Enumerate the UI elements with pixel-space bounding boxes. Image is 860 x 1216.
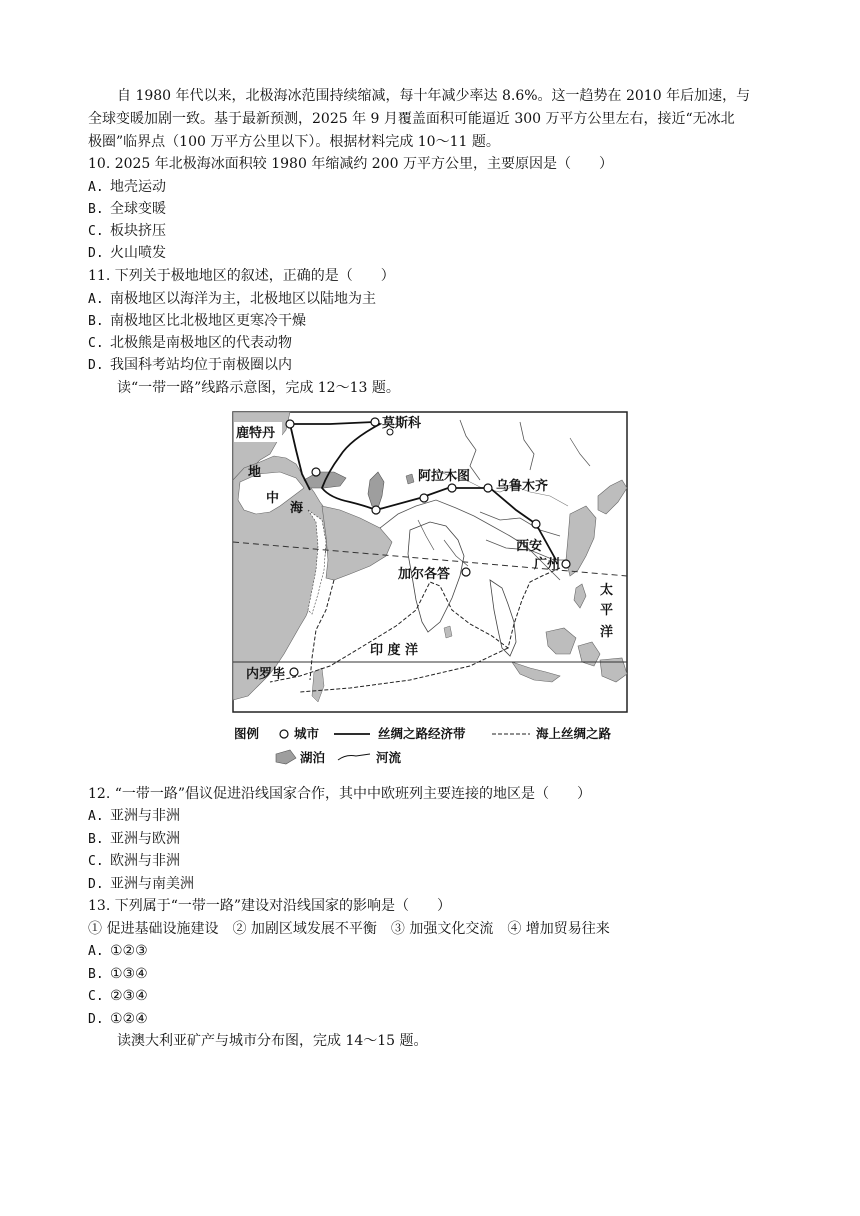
option-text: 地壳运动 [110,179,166,195]
option-text: 我国科考站均位于南极圈以内 [110,357,292,373]
option-text: 亚洲与欧洲 [110,831,180,847]
q13-option-c[interactable] [88,986,148,1007]
q10-option-c[interactable] [88,221,166,242]
q13-items: ① 促进基础设施建设 ② 加剧区域发展不平衡 ③ 加强文化交流 ④ 增加贸易往来 [88,921,610,937]
option-text: ②③④ [110,988,148,1004]
city-urumqi-marker [484,484,492,492]
legend-maritime-silk-road: 海上丝绸之路 [536,726,612,741]
q13-option-d[interactable] [88,1009,148,1030]
option-label: A. [88,944,104,959]
q11-option-d[interactable] [88,355,292,376]
option-label: C. [88,854,104,869]
label-di: 地 [248,465,262,480]
option-label: B. [88,314,104,329]
label-kolkata: 加尔各答 [398,567,451,582]
option-text: ①②④ [110,1011,148,1027]
label-ping: 平 [600,603,614,618]
q11-option-c[interactable] [88,333,292,354]
q10-option-a[interactable] [88,177,166,198]
q12-option-b[interactable] [88,829,180,850]
option-text: 板块挤压 [110,223,166,239]
option-label: D. [88,246,104,261]
q13-stem: 13. 下列属于“一带一路”建设对沿线国家的影响是（ ） [88,898,452,914]
city-nairobi-marker [290,668,298,676]
intro-line-1: 自 1980 年代以来，北极海冰范围持续缩减，每十年减少率达 8.6%。这一趋势在 2010 年后加速，与 [117,88,751,104]
option-label: D. [88,1012,104,1027]
option-label: B. [88,832,104,847]
legend-lake-swatch [276,750,296,764]
city-tehran-marker [372,506,380,514]
legend-silk-road-belt: 丝绸之路经济带 [378,726,466,741]
intro-line-3: 极圈”临界点（100 万平方公里以下）。根据材料完成 10～11 题。 [88,134,500,150]
legend-city: 城市 [294,726,320,741]
option-label: A. [88,809,104,824]
legend-lake: 湖泊 [300,750,326,765]
label-nairobi: 内罗毕 [246,667,286,682]
label-guangzhou: 广州 [534,557,561,572]
q12-option-a[interactable] [88,806,180,827]
q10-stem: 10. 2025 年北极海冰面积较 1980 年缩减约 200 万平方公里，主要原因是（ ） [88,156,613,172]
city-xian-marker [532,520,540,528]
legend-city-marker [280,730,288,738]
legend-river: 河流 [376,750,402,765]
q11-stem: 11. 下列关于极地地区的叙述，正确的是（ ） [88,268,395,284]
q11-option-a[interactable] [88,289,376,310]
label-tai: 太 [600,583,614,598]
option-label: D. [88,358,104,373]
option-label: C. [88,336,104,351]
label-xian: 西安 [516,539,543,554]
label-almaty: 阿拉木图 [418,469,471,484]
option-text: 火山喷发 [110,245,166,261]
option-text: 亚洲与南美洲 [110,876,194,892]
option-label: B. [88,202,104,217]
q12-stem: 12. “一带一路”倡议促进沿线国家合作，其中中欧班列主要连接的地区是（ ） [88,786,592,802]
map-intro: 读“一带一路”线路示意图，完成 12～13 题。 [117,380,400,396]
q11-option-b[interactable] [88,311,306,332]
q10-option-d[interactable] [88,243,166,264]
label-moscow: 莫斯科 [382,416,422,431]
option-text: ①②③ [110,943,148,959]
city-moscow-marker [371,418,379,426]
option-label: C. [88,224,104,239]
option-text: 北极熊是南极地区的代表动物 [110,335,292,351]
option-label: A. [88,180,104,195]
q13-option-a[interactable] [88,941,148,962]
label-urumqi: 乌鲁木齐 [496,479,549,494]
label-yang: 洋 [600,625,614,640]
option-label: A. [88,292,104,307]
option-text: ①③④ [110,966,148,982]
city-istanbul-marker [312,468,320,476]
option-label: D. [88,877,104,892]
option-label: B. [88,967,104,982]
label-rotterdam: 鹿特丹 [236,426,276,441]
city-samarkand-marker [420,494,428,502]
legend-title: 图例 [234,726,260,741]
option-text: 亚洲与非洲 [110,808,180,824]
label-indian-ocean: 印 度 洋 [370,643,419,658]
option-label: C. [88,989,104,1004]
label-zhong: 中 [266,491,280,506]
city-guangzhou-marker [562,560,570,568]
city-almaty-marker [448,484,456,492]
label-hai: 海 [290,501,304,516]
intro-line-2: 全球变暖加剧一致。基于最新预测，2025 年 9 月覆盖面积可能逼近 300 万平方公里左右，接近“无冰北 [88,111,735,127]
q10-option-b[interactable] [88,199,166,220]
q12-option-d[interactable] [88,874,194,895]
map-svg [230,410,630,770]
city-kolkata-marker [462,568,470,576]
legend-river-swatch [338,754,370,760]
option-text: 欧洲与非洲 [110,853,180,869]
q13-option-b[interactable] [88,964,148,985]
belt-and-road-map [230,410,630,770]
option-text: 南极地区以海洋为主，北极地区以陆地为主 [110,291,376,307]
city-rotterdam-marker [286,420,294,428]
closing-line: 读澳大利亚矿产与城市分布图，完成 14～15 题。 [117,1033,428,1049]
q12-option-c[interactable] [88,851,180,872]
option-text: 南极地区比北极地区更寒冷干燥 [110,313,306,329]
option-text: 全球变暖 [110,201,166,217]
